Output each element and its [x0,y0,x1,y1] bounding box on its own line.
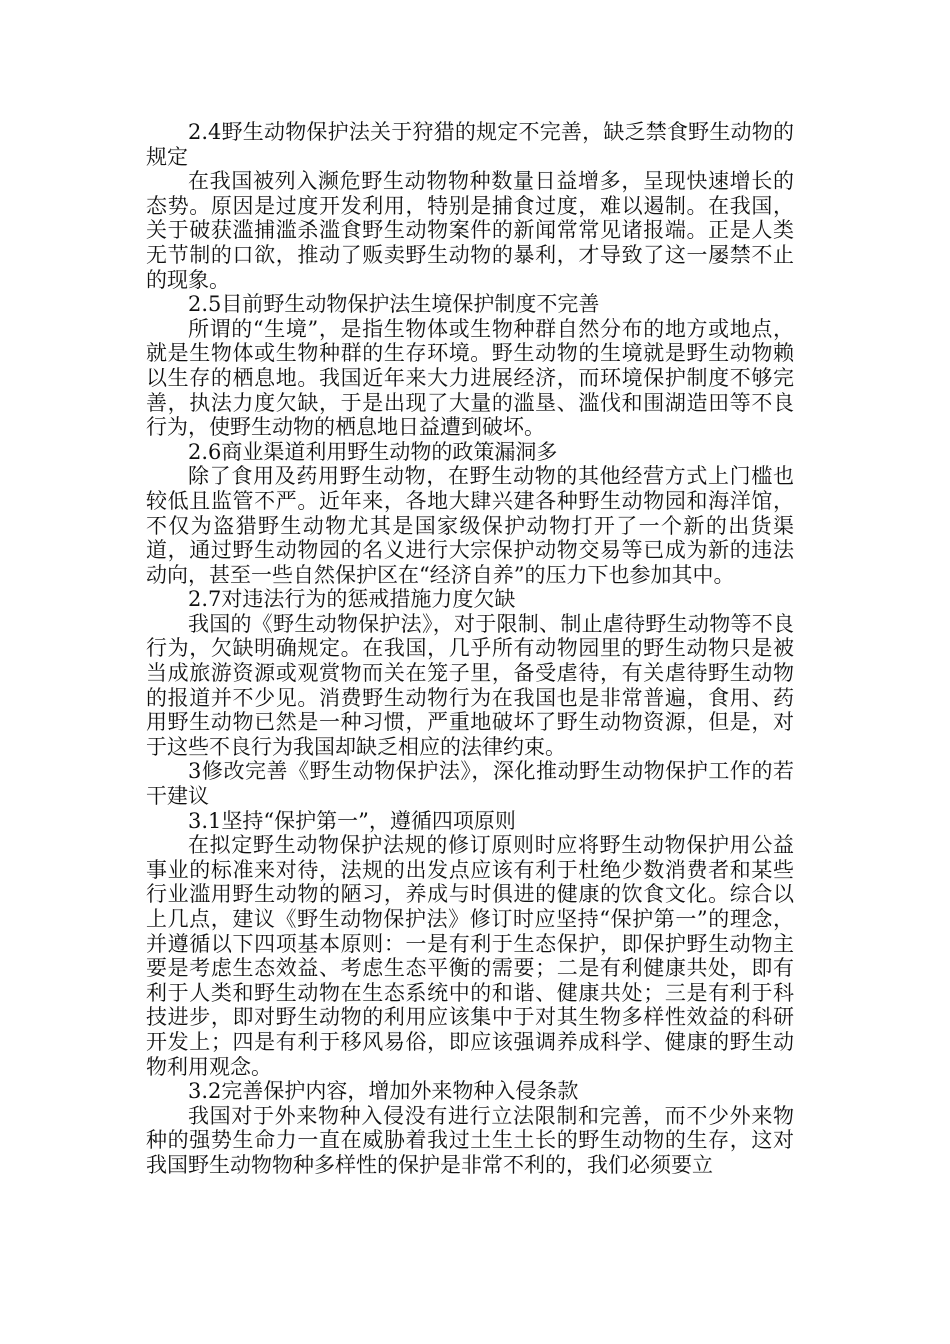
heading-2-7: 2.7对违法行为的惩戒措施力度欠缺 [188,587,516,612]
heading-2-6: 2.6商业渠道利用野生动物的政策漏洞多 [188,439,558,464]
body-paragraph-2-4: 在我国被列入濒危野生动物物种数量日益增多，呈现快速增长的态势。原因是过度开发利用，特别是捕食过度，难以遏制。在我国，关于破获滥捕滥杀滥食野生动物案件的新闻常常见诸报端。正是人类无节制的口欲，推动了贩卖野生动物的暴利，才导致了这一屡禁不止的现象。 [146,169,794,292]
body-paragraph-2-6: 除了食用及药用野生动物，在野生动物的其他经营方式上门槛也较低且监管不严。近年来，各地大肆兴建各种野生动物园和海洋馆，不仅为盗猎野生动物尤其是国家级保护动物打开了一个新的出货渠道，通过野生动物园的名义进行大宗保护动物交易等已成为新的违法动向，甚至一些自然保护区在“经济自养”的压力下也参加其中。 [146,464,794,587]
heading-3-2: 3.2完善保护内容，增加外来物种入侵条款 [188,1079,579,1104]
document-page [146,120,794,1178]
heading-2-4: 2.4野生动物保护法关于狩猎的规定不完善，缺乏禁食野生动物的规定 [146,120,794,169]
body-paragraph-2-5: 所谓的“生境”，是指生物体或生物种群自然分布的地方或地点，就是生物体或生物种群的生存环境。野生动物的生境就是野生动物赖以生存的栖息地。我国近年来大力进展经济，而环境保护制度不够完善，执法力度欠缺，于是出现了大量的滥垦、滥伐和围湖造田等不良行为，使野生动物的栖息地日益遭到破坏。 [146,316,794,440]
body-paragraph-3-2: 我国对于外来物种入侵没有进行立法限制和完善，而不少外来物种的强势生命力一直在威胁着我过土生土长的野生动物的生存，这对我国野生动物物种多样性的保护是非常不利的，我们必须要立 [146,1103,794,1177]
body-paragraph-2-7: 我国的《野生动物保护法》，对于限制、制止虐待野生动物等不良行为，欠缺明确规定。在我国，几乎所有动物园里的野生动物只是被当成旅游资源或观赏物而关在笼子里，备受虐待，有关虐待野生动物的报道并不少见。消费野生动物行为在我国也是非常普遍，食用、药用野生动物已然是一种习惯，严重地破坏了野生动物资源，但是，对于这些不良行为我国却缺乏相应的法律约束。 [146,611,794,759]
heading-2-5: 2.5目前野生动物保护法生境保护制度不完善 [188,292,600,317]
heading-3: 3修改完善《野生动物保护法》，深化推动野生动物保护工作的若干建议 [146,759,794,809]
body-paragraph-3-1: 在拟定野生动物保护法规的修订原则时应将野生动物保护用公益事业的标准来对待，法规的出发点应该有利于杜绝少数消费者和某些行业滥用野生动物的陋习，养成与时俱进的健康的饮食文化。综合以上几点，建议《野生动物保护法》修订时应坚持“保护第一”的理念，并遵循以下四项基本原则：一是有利于生态保护，即保护野生动物主要是考虑生态效益、考虑生态平衡的需要；二是有利健康共处，即有利于人类和野生动物在生态系统中的和谐、健康共处；三是有利于科技进步，即对野生动物的利用应该集中于对其生物多样性效益的科研开发上；四是有利于移风易俗，即应该强调养成科学、健康的野生动物利用观念。 [146,833,794,1079]
heading-3-1: 3.1坚持“保护第一”，遵循四项原则 [188,808,516,833]
